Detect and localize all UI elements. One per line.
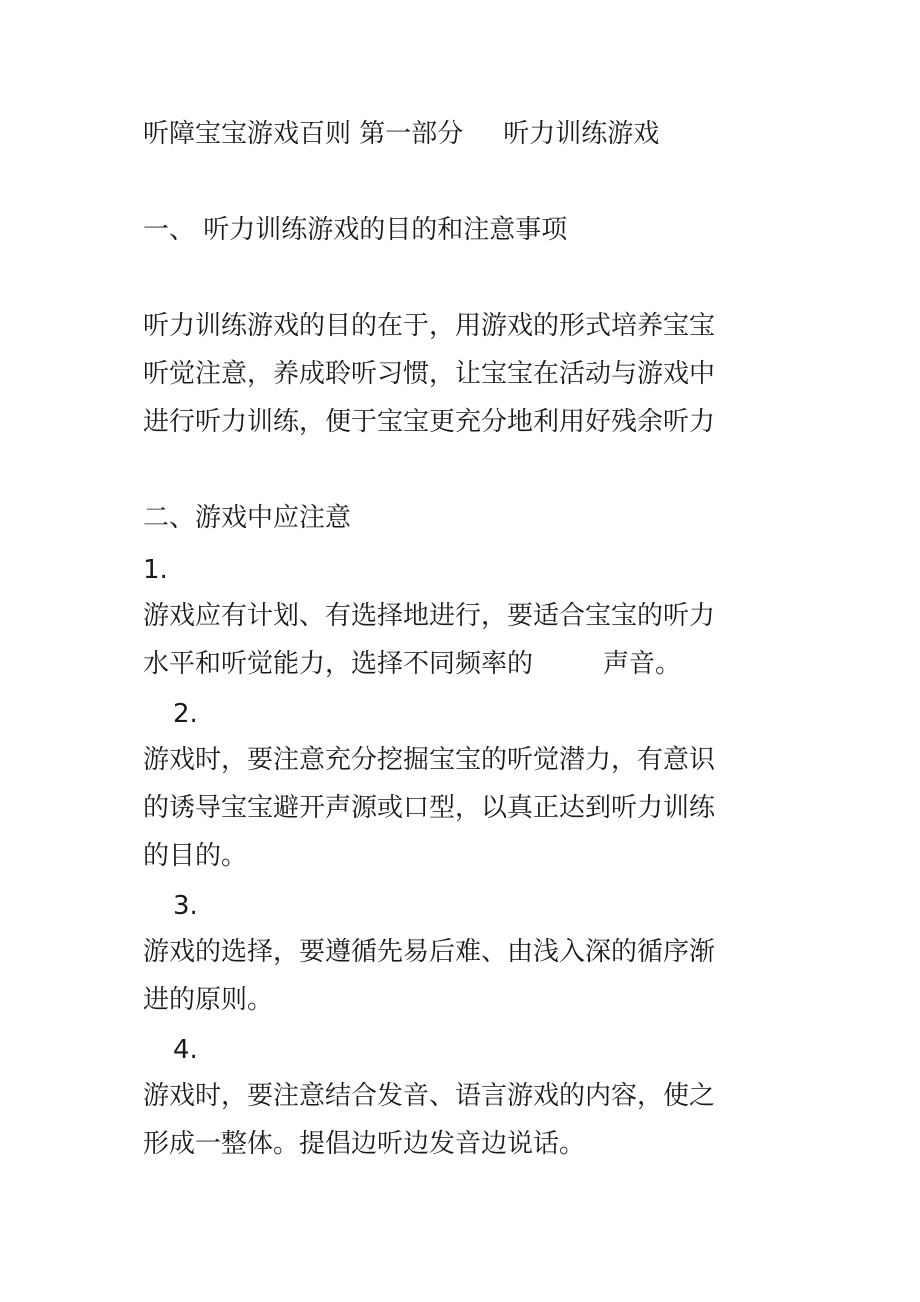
section-1-heading: 一、 听力训练游戏的目的和注意事项 xyxy=(143,215,568,245)
title-part-1: 听障宝宝游戏百则 第一部分 xyxy=(143,119,464,149)
title-part-2: 听力训练游戏 xyxy=(503,119,660,149)
document-title xyxy=(143,118,659,150)
item-1-line-text: 水平和听觉能力，选择不同频率的 xyxy=(143,649,534,679)
item-3-number: 3. xyxy=(173,891,198,921)
item-2-line: 游戏时，要注意充分挖掘宝宝的听觉潜力，有意识 xyxy=(143,745,716,775)
item-4-number: 4. xyxy=(173,1035,198,1065)
item-4-line: 游戏时，要注意结合发音、语言游戏的内容，使之 xyxy=(143,1081,716,1111)
item-1-number: 1. xyxy=(143,555,168,585)
item-2-line: 的诱导宝宝避开声源或口型，以真正达到听力训练 xyxy=(143,793,716,823)
item-3-line: 进的原则。 xyxy=(143,985,274,1015)
item-2-line: 的目的。 xyxy=(143,841,248,871)
item-3-line: 游戏的选择，要遵循先易后难、由浅入深的循序渐 xyxy=(143,937,716,967)
item-1-line-tail: 声音。 xyxy=(603,649,682,679)
item-2-number: 2. xyxy=(173,699,198,729)
section-1-paragraph-line: 听觉注意，养成聆听习惯，让宝宝在活动与游戏中 xyxy=(143,359,716,389)
item-1-line: 游戏应有计划、有选择地进行，要适合宝宝的听力 xyxy=(143,601,716,631)
item-1-line xyxy=(143,648,681,680)
item-4-line: 形成一整体。提倡边听边发音边说话。 xyxy=(143,1129,586,1159)
section-1-paragraph-line: 进行听力训练，便于宝宝更充分地利用好残余听力 xyxy=(143,407,716,437)
section-1-paragraph-line: 听力训练游戏的目的在于，用游戏的形式培养宝宝 xyxy=(143,311,716,341)
section-2-heading: 二、游戏中应注意 xyxy=(143,503,352,533)
